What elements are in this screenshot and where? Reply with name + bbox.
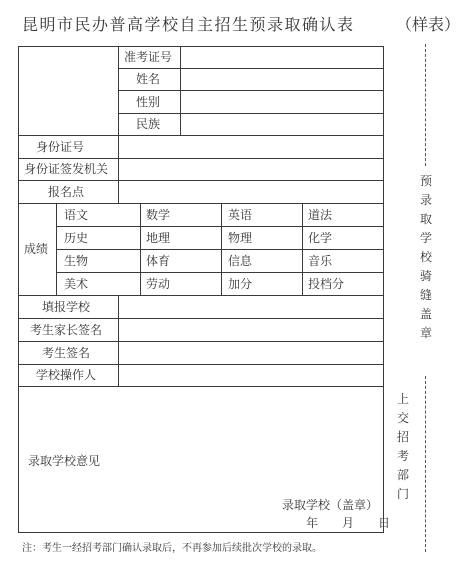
id-number-label: 身份证号 — [36, 140, 85, 154]
opinion-label: 录取学校意见 — [28, 454, 101, 468]
school-operator-label: 学校操作人 — [36, 368, 97, 382]
ethnicity-label: 民族 — [136, 117, 161, 131]
date-label: 年 月 日 — [306, 516, 391, 530]
line-h-113 — [118, 113, 384, 114]
gender-label: 性别 — [136, 95, 161, 109]
subject-history: 历史 — [64, 231, 89, 245]
line-right — [383, 46, 384, 533]
line-sign-divider — [118, 295, 119, 387]
admission-score: 投档分 — [308, 277, 345, 291]
subject-physics: 物理 — [228, 231, 253, 245]
bonus-points: 加分 — [228, 277, 253, 291]
id-issuer-label: 身份证签发机关 — [24, 162, 109, 176]
scores-label: 成绩 — [24, 242, 49, 256]
line-score-col-2 — [140, 203, 141, 295]
line-score-col-4 — [302, 203, 303, 295]
stamp-label: 录取学校（盖章） — [282, 498, 379, 512]
line-id-divider — [118, 135, 119, 203]
line-h-249 — [56, 249, 384, 250]
subject-biology: 生物 — [64, 254, 89, 268]
subject-chinese: 语文 — [64, 208, 89, 222]
line-field-divider — [180, 46, 181, 136]
line-h-68 — [118, 68, 384, 69]
form-title: 昆明市民办普高学校自主招生预录取确认表 — [22, 15, 355, 34]
parent-signature-label: 考生家长签名 — [30, 323, 103, 337]
student-signature-label: 考生签名 — [42, 346, 91, 360]
subject-morality-law: 道法 — [308, 208, 333, 222]
line-h-318 — [18, 318, 384, 319]
line-h-295 — [18, 295, 384, 296]
line-h-226 — [56, 226, 384, 227]
subject-english: 英语 — [228, 208, 253, 222]
line-bottom — [18, 532, 384, 533]
footnote: 注：考生一经招考部门确认录取后，不再参加后续批次学校的录取。 — [22, 543, 322, 554]
line-h-386 — [18, 386, 384, 387]
line-left — [18, 46, 19, 533]
line-h-364 — [18, 364, 384, 365]
submit-department-text: 上交招考部门 — [396, 392, 409, 501]
subject-labor: 劳动 — [146, 277, 171, 291]
sample-label: （样表） — [396, 15, 461, 34]
subject-it: 信息 — [228, 254, 253, 268]
line-h-135 — [18, 135, 384, 136]
line-h-158 — [18, 158, 384, 159]
subject-math: 数学 — [146, 208, 171, 222]
seam-dash-bottom — [425, 376, 426, 552]
line-h-203 — [18, 203, 384, 204]
line-photo-divider — [118, 46, 119, 136]
line-h-90 — [118, 90, 384, 91]
seam-dash-top — [425, 44, 426, 166]
subject-music: 音乐 — [308, 254, 333, 268]
line-h-180 — [18, 180, 384, 181]
subject-pe: 体育 — [146, 254, 171, 268]
line-h-341 — [18, 341, 384, 342]
line-top — [18, 46, 384, 47]
line-score-col-3 — [221, 203, 222, 295]
registration-point-label: 报名点 — [48, 185, 85, 199]
name-label: 姓名 — [136, 72, 161, 86]
subject-geography: 地理 — [146, 231, 171, 245]
line-h-272 — [56, 272, 384, 273]
subject-art: 美术 — [64, 277, 89, 291]
applied-school-label: 填报学校 — [42, 300, 91, 314]
exam-number-label: 准考证号 — [124, 50, 173, 64]
subject-chemistry: 化学 — [308, 231, 333, 245]
seam-stamp-text: 预录取学校骑缝盖章 — [419, 174, 432, 340]
line-score-label-divider — [56, 203, 57, 295]
